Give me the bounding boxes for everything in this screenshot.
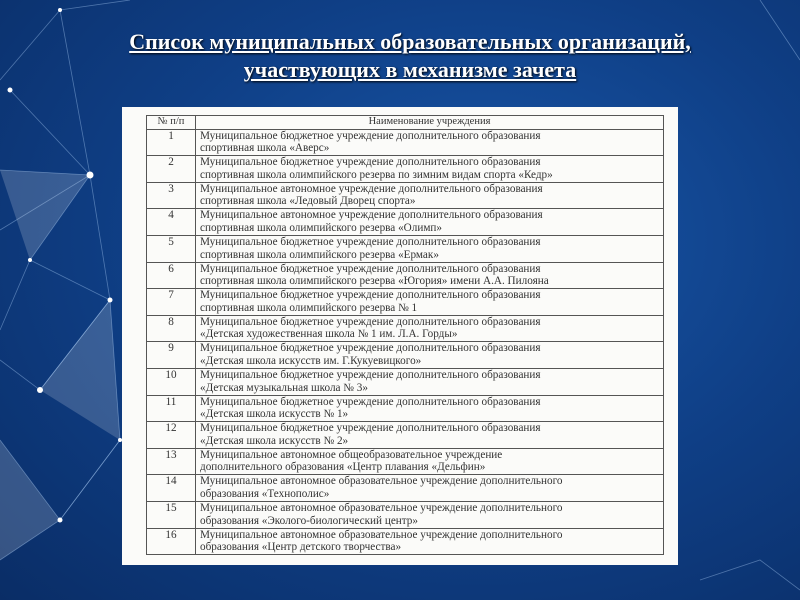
row-number: 5 [147,235,196,262]
slide-title-line1: Список муниципальных образовательных организаций, [129,29,691,54]
organization-name-line2: «Детская музыкальная школа № 3» [200,381,368,394]
organization-name-line2: дополнительного образования «Центр плавания «Дельфин» [200,461,486,474]
table-row [147,448,664,475]
organization-name [196,182,664,209]
organization-name-line1: Муниципальное бюджетное учреждение дополнительного образования [200,262,541,275]
table-row [147,315,664,342]
organization-name-line1: Муниципальное бюджетное учреждение дополнительного образования [200,129,541,142]
row-number: 4 [147,209,196,236]
organization-name-line1: Муниципальное бюджетное учреждение дополнительного образования [200,156,541,169]
organization-name [196,395,664,422]
organization-name [196,289,664,316]
organization-name [196,262,664,289]
organization-name-line1: Муниципальное автономное образовательное учреждение дополнительного [200,528,563,541]
organizations-table [146,115,664,555]
organization-name-line2: спортивная школа олимпийского резерва № 1 [200,301,418,314]
row-number: 7 [147,289,196,316]
organization-name [196,448,664,475]
header-name: Наименование учреждения [196,116,664,130]
organization-name-line2: «Детская художественная школа № 1 им. Л.А. Горды» [200,328,458,341]
organization-name-line1: Муниципальное бюджетное учреждение дополнительного образования [200,395,541,408]
organization-name-line1: Муниципальное бюджетное учреждение дополнительного образования [200,289,541,302]
row-number: 6 [147,262,196,289]
slide-title [60,28,760,84]
row-number: 1 [147,129,196,156]
organization-name-line2: спортивная школа олимпийского резерва «Ермак» [200,248,439,261]
organization-name [196,422,664,449]
organization-name-line1: Муниципальное бюджетное учреждение дополнительного образования [200,235,541,248]
organization-name [196,156,664,183]
organization-name-line2: спортивная школа «Аверс» [200,142,330,155]
organization-name-line2: спортивная школа олимпийского резерва по зимним видам спорта «Кедр» [200,168,553,181]
organization-name [196,209,664,236]
organization-name-line2: образования «Технополис» [200,487,330,500]
table-row [147,395,664,422]
row-number: 16 [147,528,196,555]
table-row [147,342,664,369]
table-row [147,289,664,316]
organization-name [196,368,664,395]
organization-name-line2: «Детская школа искусств им. Г.Кукуевицкого» [200,354,422,367]
organization-name-line1: Муниципальное автономное общеобразовательное учреждение [200,448,503,461]
table-row [147,182,664,209]
row-number: 3 [147,182,196,209]
organization-name [196,475,664,502]
organization-name-line2: спортивная школа олимпийского резерва «Олимп» [200,221,442,234]
table-row [147,528,664,555]
table-row [147,235,664,262]
slide-title-line2: участвующих в механизме зачета [243,57,577,82]
row-number: 9 [147,342,196,369]
row-number: 15 [147,501,196,528]
organization-name [196,235,664,262]
header-number: № п/п [147,116,196,130]
organization-name-line2: образования «Эколого-биологический центр» [200,514,418,527]
organization-name-line2: образования «Центр детского творчества» [200,541,402,554]
table-row [147,262,664,289]
organization-name-line2: спортивная школа олимпийского резерва «Югория» имени А.А. Пилояна [200,275,549,288]
row-number: 11 [147,395,196,422]
organization-name [196,501,664,528]
organization-name-line2: «Детская школа искусств № 1» [200,408,349,421]
table-row [147,156,664,183]
table-row [147,129,664,156]
table-row [147,501,664,528]
organization-name-line1: Муниципальное автономное учреждение дополнительного образования [200,182,543,195]
organization-name-line1: Муниципальное бюджетное учреждение дополнительного образования [200,368,541,381]
row-number: 8 [147,315,196,342]
organization-name [196,129,664,156]
row-number: 10 [147,368,196,395]
organization-name [196,315,664,342]
table-row [147,368,664,395]
organization-name [196,528,664,555]
table-header-row [147,116,664,130]
table-row [147,475,664,502]
organization-name-line1: Муниципальное автономное образовательное учреждение дополнительного [200,501,563,514]
organization-name [196,342,664,369]
organization-name-line1: Муниципальное автономное учреждение дополнительного образования [200,209,543,222]
row-number: 14 [147,475,196,502]
row-number: 12 [147,422,196,449]
organization-name-line2: спортивная школа «Ледовый Дворец спорта» [200,195,416,208]
row-number: 2 [147,156,196,183]
table-row [147,209,664,236]
organization-name-line2: «Детская школа искусств № 2» [200,434,349,447]
table-row [147,422,664,449]
organization-name-line1: Муниципальное бюджетное учреждение дополнительного образования [200,342,541,355]
organization-name-line1: Муниципальное автономное образовательное учреждение дополнительного [200,475,563,488]
organization-name-line1: Муниципальное бюджетное учреждение дополнительного образования [200,315,541,328]
organization-name-line1: Муниципальное бюджетное учреждение дополнительного образования [200,422,541,435]
document-scan [122,107,678,565]
row-number: 13 [147,448,196,475]
